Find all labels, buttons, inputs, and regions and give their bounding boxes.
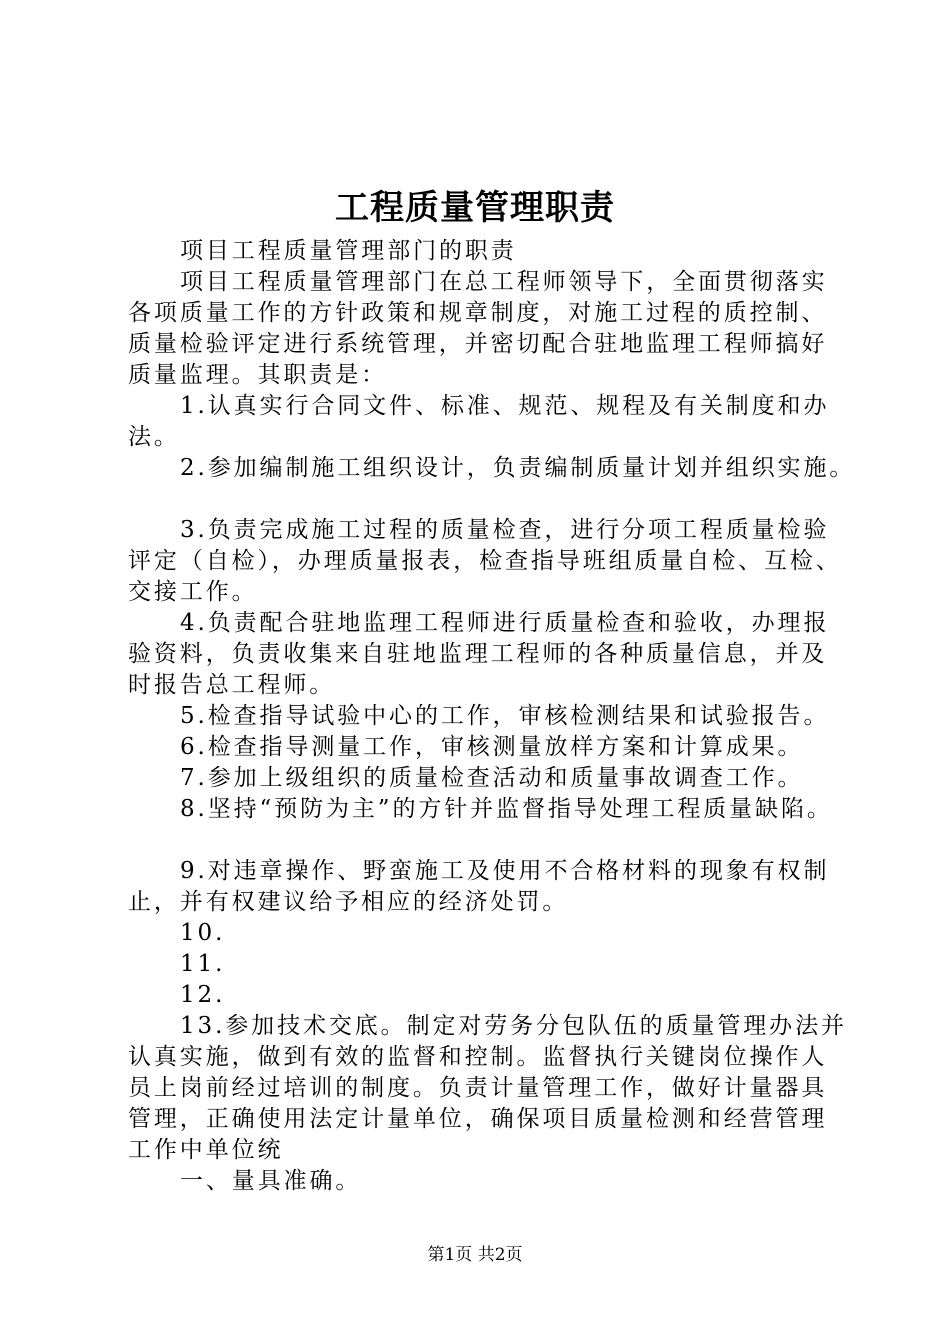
paragraph-line: 项目工程质量管理部门在总工程师领导下，全面贯彻落实 xyxy=(180,269,828,295)
list-item-9: 9.对违章操作、野蛮施工及使用不合格材料的现象有权制 xyxy=(180,858,830,884)
list-item-13-cont: 工作中单位统 xyxy=(128,1137,284,1163)
section-heading: 项目工程质量管理部门的职责 xyxy=(180,238,517,264)
list-item-1: 1.认真实行合同文件、标准、规范、规程及有关制度和办 xyxy=(180,393,830,419)
document-body xyxy=(128,236,856,1197)
list-item-13: 13.参加技术交底。制定对劳务分包队伍的质量管理办法并 xyxy=(180,1013,847,1039)
list-item-3-cont: 交接工作。 xyxy=(128,579,258,605)
list-item-2: 2.参加编制施工组织设计，负责编制质量计划并组织实施。 xyxy=(180,455,856,481)
blank-line xyxy=(128,825,838,856)
paragraph-line: 质量检验评定进行系统管理，并密切配合驻地监理工程师搞好 xyxy=(128,331,828,357)
page-footer: 第1页 共2页 xyxy=(427,1245,523,1265)
list-item-5: 5.检查指导试验中心的工作，审核检测结果和试验报告。 xyxy=(180,703,830,729)
list-item-13-cont: 管理，正确使用法定计量单位，确保项目质量检测和经营管理 xyxy=(128,1106,828,1132)
paragraph-line: 各项质量工作的方针政策和规章制度，对施工过程的质控制、 xyxy=(128,300,828,326)
list-item-10: 10. xyxy=(180,920,226,946)
paragraph-line: 一、量具准确。 xyxy=(180,1168,362,1194)
list-item-6: 6.检查指导测量工作，审核测量放样方案和计算成果。 xyxy=(180,734,804,760)
list-item-3: 3.负责完成施工过程的质量检查，进行分项工程质量检验 xyxy=(180,517,830,543)
list-item-4: 4.负责配合驻地监理工程师进行质量检查和验收，办理报 xyxy=(180,610,830,636)
list-item-4-cont: 时报告总工程师。 xyxy=(128,672,336,698)
list-item-3-cont: 评定（自检），办理质量报表，检查指导班组质量自检、互检、 xyxy=(128,548,842,574)
list-item-4-cont: 验资料，负责收集来自驻地监理工程师的各种质量信息，并及 xyxy=(128,641,828,667)
list-item-9-cont: 止，并有权建议给予相应的经济处罚。 xyxy=(128,889,569,915)
list-item-11: 11. xyxy=(180,951,226,977)
blank-line xyxy=(128,484,838,515)
list-item-1-cont: 法。 xyxy=(128,424,180,450)
paragraph-line: 质量监理。其职责是： xyxy=(128,362,387,388)
list-item-13-cont: 员上岗前经过培训的制度。负责计量管理工作，做好计量器具 xyxy=(128,1075,828,1101)
list-item-7: 7.参加上级组织的质量检查活动和质量事故调查工作。 xyxy=(180,765,804,791)
list-item-8: 8.坚持“预防为主”的方针并监督指导处理工程质量缺陷。 xyxy=(180,796,833,822)
list-item-12: 12. xyxy=(180,982,226,1008)
list-item-13-cont: 认真实施，做到有效的监督和控制。监督执行关键岗位操作人 xyxy=(128,1044,828,1070)
document-title: 工程质量管理职责 xyxy=(335,188,615,228)
